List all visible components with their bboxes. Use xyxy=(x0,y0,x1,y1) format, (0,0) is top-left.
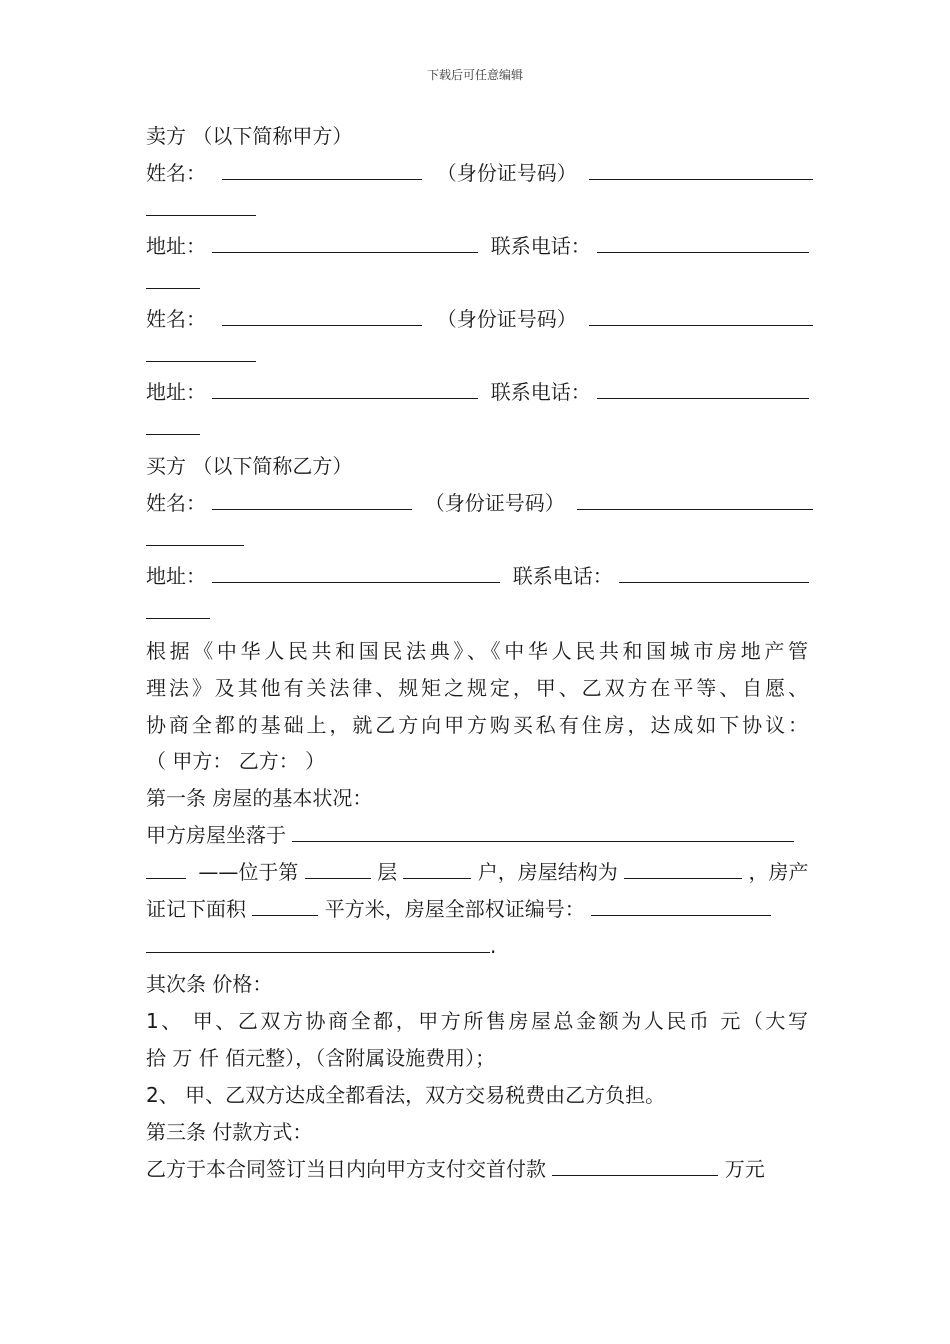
buyer-title: 买方 （以下简称乙方） xyxy=(146,454,353,478)
down-payment-field[interactable] xyxy=(552,1153,718,1176)
article-1-floor-row xyxy=(146,854,809,890)
certificate-number-field[interactable] xyxy=(591,893,771,916)
phone-label: 联系电话： xyxy=(490,380,591,404)
floor-label: ——位于第 xyxy=(198,860,299,884)
seller1-id-field-cont xyxy=(146,191,256,227)
seller1-name-row xyxy=(146,155,813,191)
structure-field[interactable] xyxy=(624,856,742,879)
seller2-name-row xyxy=(146,301,813,337)
article-2-title: 其次条 价格： xyxy=(146,972,273,996)
article-1-cert-cont xyxy=(146,928,496,964)
preamble-line-1: 根据《中华人民共和国民法典》、《中华人民共和国城市房地产管 xyxy=(146,639,808,663)
page-header: 下载后可任意编辑 xyxy=(426,68,523,82)
article-1-location-row xyxy=(146,817,794,853)
seller2-id-field-continued[interactable] xyxy=(146,339,256,362)
article-3-title: 第三条 付款方式： xyxy=(146,1120,313,1144)
seller2-addr-row xyxy=(146,374,809,410)
buyer1-id-field-cont xyxy=(146,521,244,557)
article-2-item-1b: 拾 万 仟 佰元整），（含附属设施费用）； xyxy=(146,1046,496,1070)
preamble-line-2: 理法》及其他有关法律、规矩之规定，甲、乙双方在平等、自愿、 xyxy=(146,676,808,700)
seller1-phone-field-continued[interactable] xyxy=(146,266,200,289)
id-label: （身份证号码） xyxy=(436,307,577,331)
seller1-addr-row xyxy=(146,228,809,264)
phone-label: 联系电话： xyxy=(490,234,591,258)
name-label: 姓名： xyxy=(146,307,206,331)
name-label: 姓名： xyxy=(146,491,206,515)
name-label: 姓名： xyxy=(146,161,206,185)
seller1-phone-field-cont xyxy=(146,264,200,300)
certificate-label: 平方米，房屋全部权证编号： xyxy=(324,897,585,921)
seller2-id-field-cont xyxy=(146,337,256,373)
buyer1-name-row xyxy=(146,485,813,521)
preamble-line-4: （ 甲方： 乙方： ） xyxy=(146,749,326,773)
house-location-field-continued[interactable] xyxy=(146,856,186,879)
floor-unit-label: 层 xyxy=(377,860,398,884)
buyer1-id-field[interactable] xyxy=(577,487,813,510)
seller2-phone-field-continued[interactable] xyxy=(146,412,200,435)
seller2-phone-field-cont xyxy=(146,410,200,446)
preamble-line-3: 协商全都的基础上，就乙方向甲方购买私有住房，达成如下协议： xyxy=(146,713,808,737)
unit-field[interactable] xyxy=(403,856,471,879)
article-2-item-1a: 1、 甲、乙双方协商全都，甲方所售房屋总金额为人民币 元（大写 xyxy=(146,1009,808,1033)
buyer1-phone-field-cont xyxy=(146,594,210,630)
article-1-title: 第一条 房屋的基本状况： xyxy=(146,786,373,810)
property-label: ，房产 xyxy=(748,860,809,884)
buyer1-addr-row xyxy=(146,558,809,594)
seller2-addr-field[interactable] xyxy=(212,376,478,399)
location-label: 甲方房屋坐落于 xyxy=(146,823,286,847)
seller2-id-field[interactable] xyxy=(589,303,813,326)
addr-label: 地址： xyxy=(146,564,206,588)
down-payment-label: 乙方于本合同签订当日内向甲方支付交首付款 xyxy=(146,1157,546,1181)
period: . xyxy=(490,934,497,958)
certificate-number-field-continued[interactable] xyxy=(146,930,490,953)
buyer1-phone-field-continued[interactable] xyxy=(146,596,210,619)
buyer1-addr-field[interactable] xyxy=(212,560,500,583)
article-2-item-2: 2、 甲、乙双方达成全都看法，双方交易税费由乙方负担。 xyxy=(146,1083,666,1107)
area-field[interactable] xyxy=(252,893,318,916)
article-3-payment-row xyxy=(146,1151,765,1187)
seller-title: 卖方 （以下简称甲方） xyxy=(146,124,353,148)
area-label: 证记下面积 xyxy=(146,897,246,921)
buyer1-phone-field[interactable] xyxy=(619,560,809,583)
seller1-name-field[interactable] xyxy=(222,157,422,180)
seller1-id-field-continued[interactable] xyxy=(146,193,256,216)
article-1-area-row xyxy=(146,891,771,927)
buyer1-name-field[interactable] xyxy=(212,487,412,510)
structure-label: 户，房屋结构为 xyxy=(477,860,618,884)
addr-label: 地址： xyxy=(146,380,206,404)
seller1-id-field[interactable] xyxy=(589,157,813,180)
id-label: （身份证号码） xyxy=(424,491,565,515)
buyer1-id-field-continued[interactable] xyxy=(146,523,244,546)
seller2-phone-field[interactable] xyxy=(597,376,809,399)
seller1-addr-field[interactable] xyxy=(212,230,478,253)
seller1-phone-field[interactable] xyxy=(597,230,809,253)
addr-label: 地址： xyxy=(146,234,206,258)
id-label: （身份证号码） xyxy=(436,161,577,185)
phone-label: 联系电话： xyxy=(512,564,613,588)
house-location-field[interactable] xyxy=(292,819,794,842)
seller2-name-field[interactable] xyxy=(222,303,422,326)
floor-field[interactable] xyxy=(305,856,371,879)
unit-wan-yuan: 万元 xyxy=(724,1157,765,1181)
